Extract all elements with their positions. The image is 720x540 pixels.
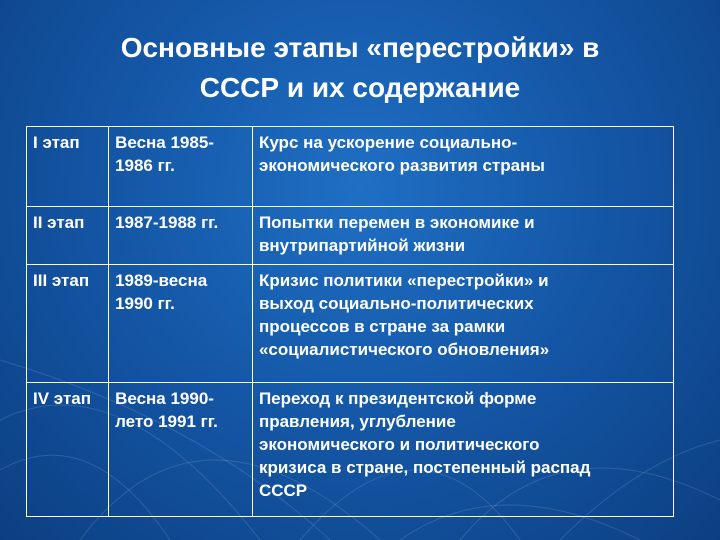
- period-line: лето 1991 гг.: [115, 412, 218, 431]
- content-cell: [252, 383, 673, 517]
- content-line: кризиса в стране, постепенный распад: [258, 458, 591, 477]
- table-row: [27, 127, 674, 207]
- content-cell: [252, 265, 673, 383]
- stage-cell: IV этап: [27, 383, 109, 517]
- table-row: [27, 265, 674, 383]
- period-line: 1987-1988 гг.: [115, 213, 219, 232]
- period-cell: [109, 207, 253, 265]
- period-line: 1986 гг.: [115, 156, 175, 175]
- content-line: выход социально-политических: [258, 294, 534, 313]
- content-line: Кризис политики «перестройки» и: [258, 271, 549, 290]
- period-line: 1989-весна: [115, 271, 208, 290]
- period-cell: [109, 265, 253, 383]
- period-line: 1990 гг.: [115, 294, 175, 313]
- stage-cell: I этап: [27, 127, 109, 207]
- content-line: процессов в стране за рамки: [258, 317, 506, 336]
- content-line: экономического и политического: [258, 435, 540, 454]
- period-line: Весна 1990-: [115, 389, 214, 408]
- slide-title-line: Основные этапы «перестройки» в: [120, 32, 600, 63]
- stage-cell: III этап: [27, 265, 109, 383]
- content-cell: [252, 127, 673, 207]
- table-row: [27, 383, 674, 517]
- period-cell: [109, 383, 253, 517]
- content-line: правления, углубление: [258, 412, 456, 431]
- slide-title: [60, 28, 660, 108]
- content-cell: [252, 207, 673, 265]
- stage-cell: II этап: [27, 207, 109, 265]
- content-line: СССР: [258, 481, 308, 500]
- content-line: Попытки перемен в экономике и: [258, 213, 535, 232]
- content-line: Курс на ускорение социально-: [258, 133, 518, 152]
- content-line: Переход к президентской форме: [258, 389, 537, 408]
- content-line: внутрипартийной жизни: [258, 236, 466, 255]
- content-line: экономического развития страны: [258, 156, 545, 175]
- period-cell: [109, 127, 253, 207]
- content-line: «социалистического обновления»: [258, 340, 550, 359]
- period-line: Весна 1985-: [115, 133, 214, 152]
- slide-title-line: СССР и их содержание: [199, 72, 521, 103]
- table-row: [27, 207, 674, 265]
- stages-table: [26, 126, 674, 517]
